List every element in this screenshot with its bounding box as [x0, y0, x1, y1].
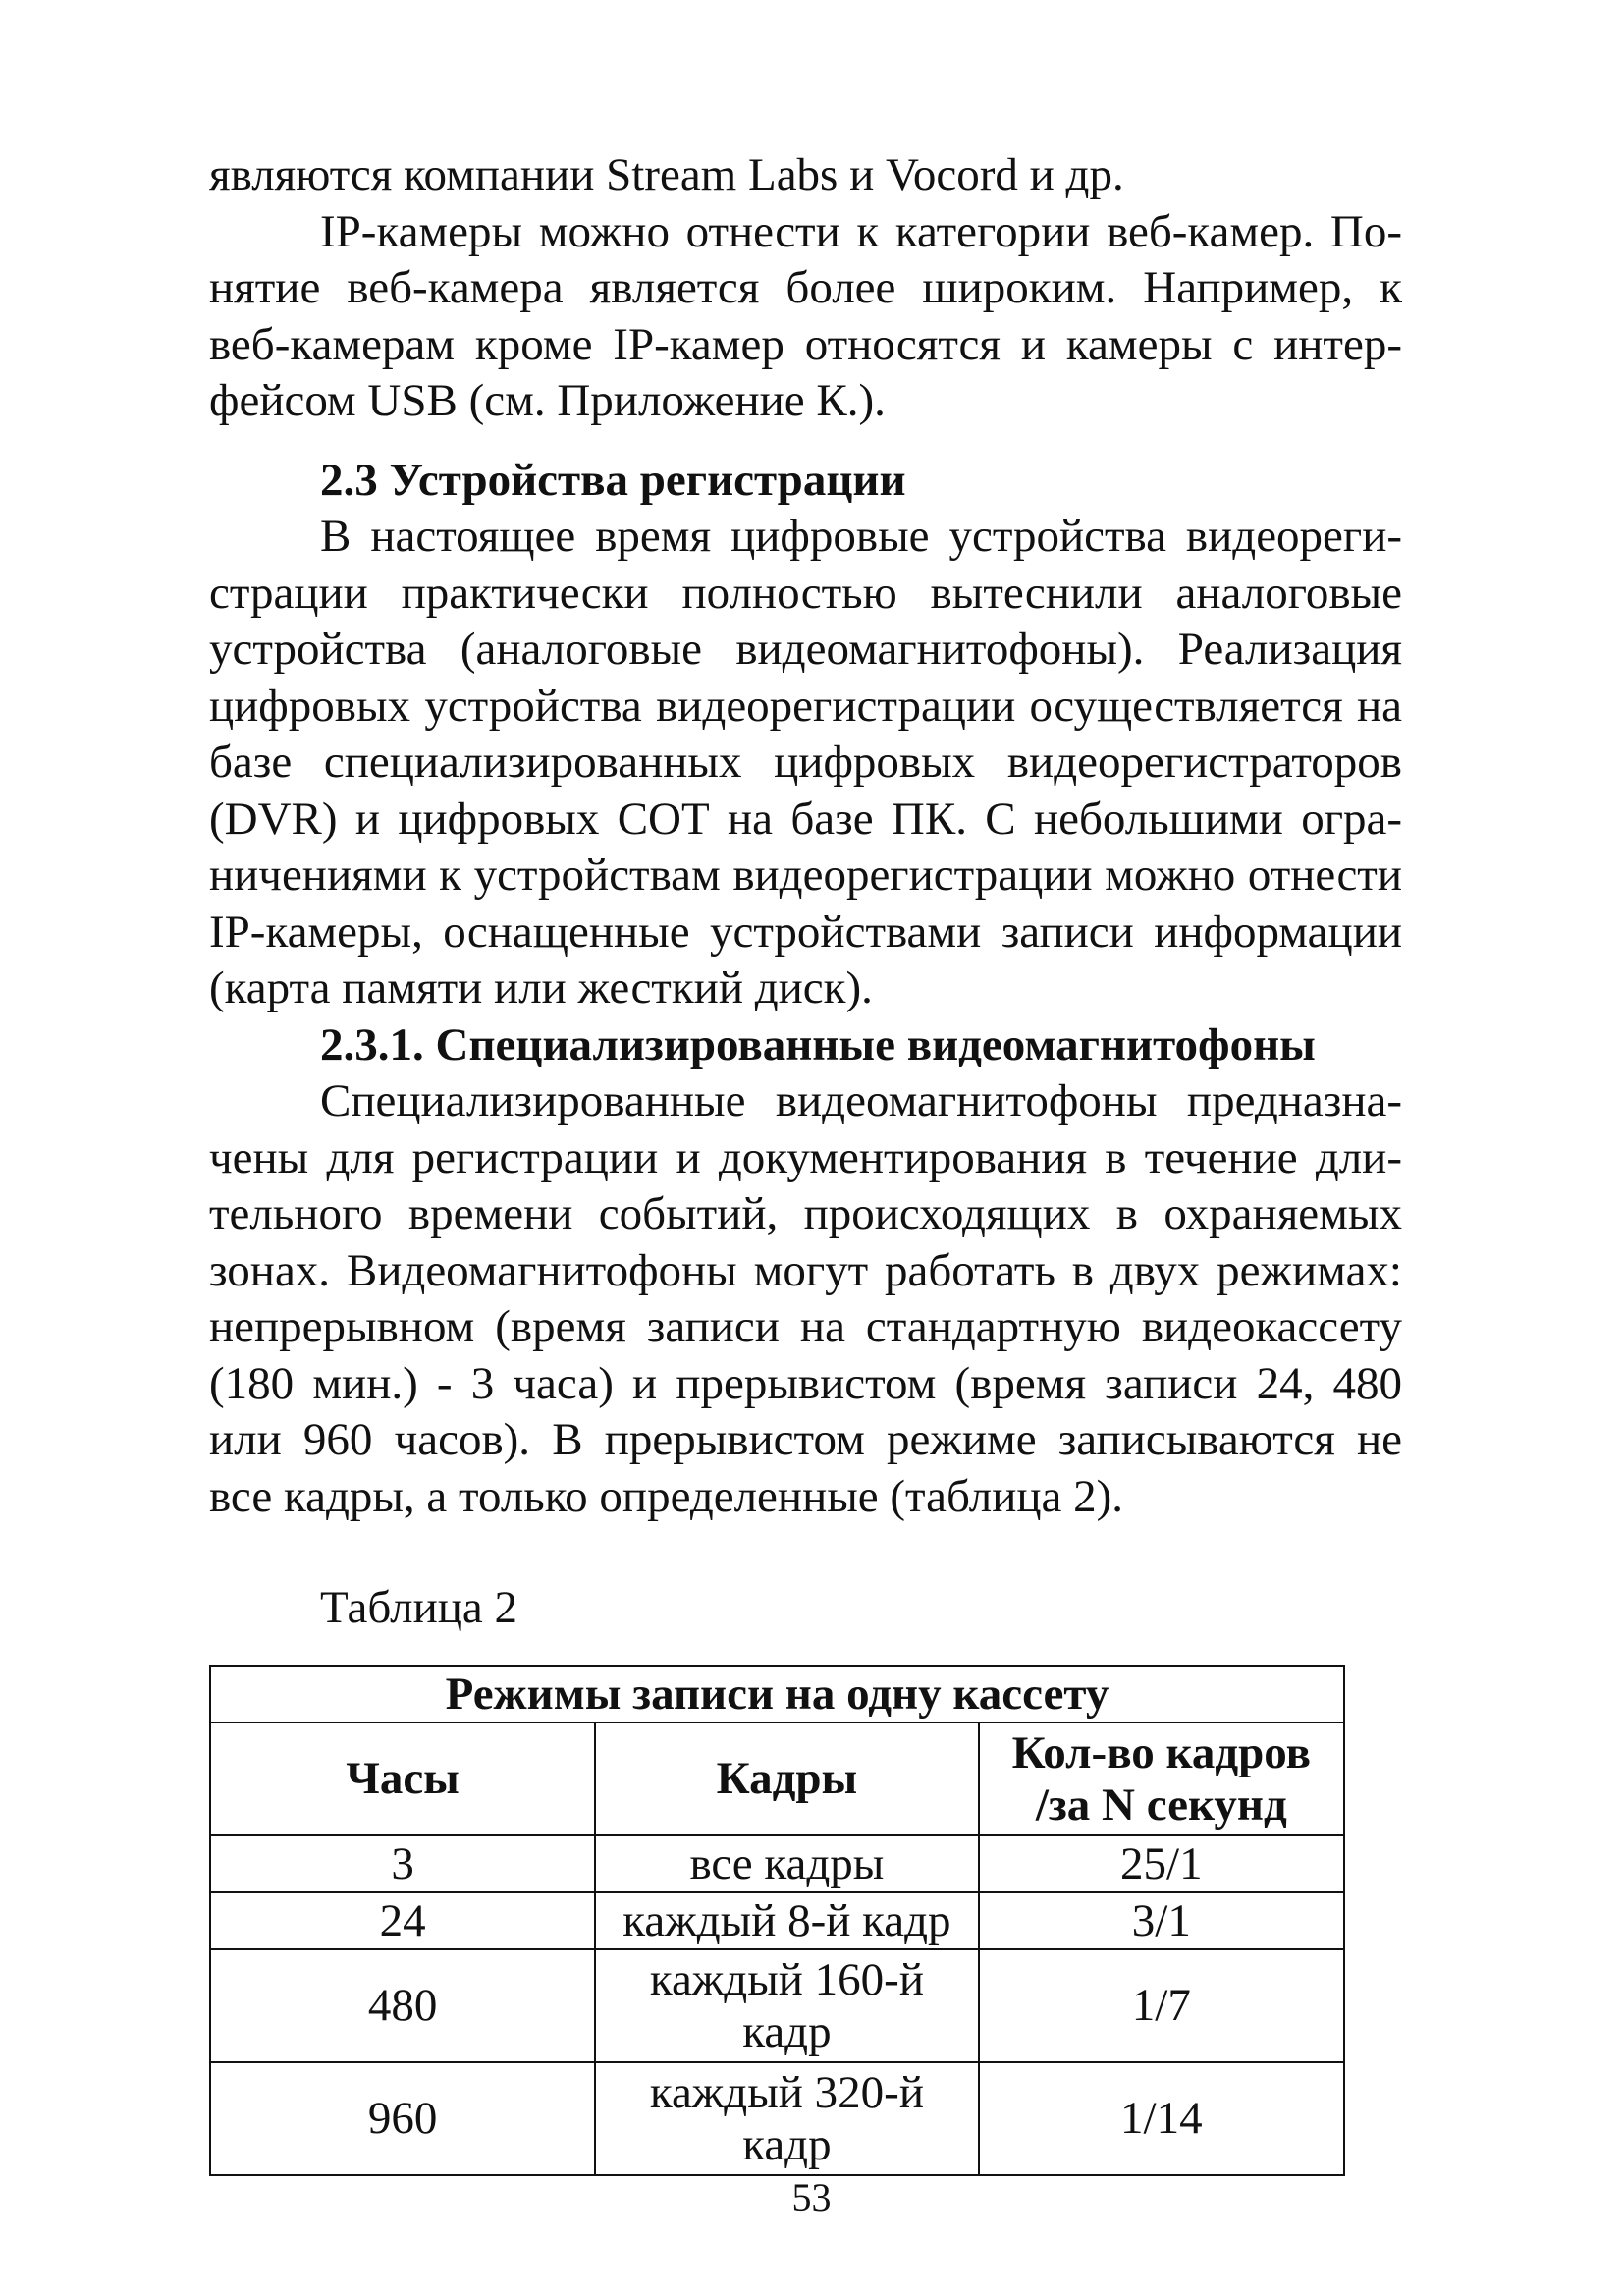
cell-frames: каждый 8-й кадр: [595, 1892, 978, 1949]
cell-frames: [595, 1949, 978, 2062]
recording-modes-table: [209, 1665, 1345, 2176]
table-row: [210, 2062, 1344, 2175]
cell-frames-line2: кадр: [742, 2118, 832, 2170]
table-header-row: [210, 1722, 1344, 1835]
cell-frame-count: 3/1: [979, 1892, 1344, 1949]
cell-frames-line1: каждый 320-й: [649, 2066, 924, 2118]
header-frame-count-line2: /за N секунд: [1035, 1778, 1287, 1831]
cell-hours: 960: [210, 2062, 595, 2175]
section-heading-2-3: 2.3 Устройства регистрации: [320, 454, 906, 506]
paragraph-registration-devices: В настоящее время цифровые устройства видеорегистрации практически полностью вытеснили аналоговые устройства (аналоговые видеомагнитофоны). Реализация цифровых устройства видеорегистрации осуществляется на базе специализированных цифровых видеорегистраторов (DVR) и цифровых СОТ на базе ПК. С небольшими ограничениями к устройствам видеорегистрации можно отнести IP-камеры, оснащенные устройствами записи информации (карта памяти или жесткий диск).: [209, 511, 1402, 1013]
paragraph-ip-cameras: IP-камеры можно отнести к категории веб-камер. Понятие веб-камера является более широким. Например, к веб-камерам кроме IP-камер относятся и камеры с интерфейсом USB (см. Приложение К.).: [209, 205, 1402, 426]
paragraph-companies: являются компании Stream Labs и Vocord и др.: [209, 149, 1124, 200]
cell-frame-count: 25/1: [979, 1835, 1344, 1892]
cell-hours: 24: [210, 1892, 595, 1949]
cell-hours: 3: [210, 1835, 595, 1892]
page-content: [209, 147, 1402, 2176]
table-row: [210, 1892, 1344, 1949]
table-row: [210, 1835, 1344, 1892]
cell-hours: 480: [210, 1949, 595, 2062]
header-frame-count-line1: Кол-во кадров: [1011, 1726, 1312, 1778]
cell-frame-count: 1/14: [979, 2062, 1344, 2175]
header-frame-count: [979, 1722, 1344, 1835]
section-heading-2-3-1: 2.3.1. Специализированные видеомагнитофоны: [320, 1018, 1316, 1070]
table-title-row: [210, 1666, 1344, 1722]
page-number: 53: [791, 2175, 832, 2219]
header-frames: Кадры: [595, 1722, 978, 1835]
table-title: Режимы записи на одну кассету: [210, 1666, 1344, 1722]
cell-frames-line1: каждый 160-й: [649, 1953, 924, 2005]
header-hours: Часы: [210, 1722, 595, 1835]
table-row: [210, 1949, 1344, 2062]
cell-frames-line2: кадр: [742, 2005, 832, 2057]
table-caption: Таблица 2: [320, 1582, 518, 1633]
paragraph-video-recorders: Специализированные видеомагнитофоны предназначены для регистрации и документирования в течение длительного времени событий, происходящих в охраняемых зонах. Видеомагнитофоны могут работать в двух режимах: непрерывном (время записи на стандартную видеокассету (180 мин.) - 3 часа) и прерывистом (время записи 24, 480 или 960 часов). В прерывистом режиме записываются не все кадры, а только определенные (таблица 2).: [209, 1075, 1402, 1522]
cell-frames: все кадры: [595, 1835, 978, 1892]
cell-frames: [595, 2062, 978, 2175]
cell-frame-count: 1/7: [979, 1949, 1344, 2062]
